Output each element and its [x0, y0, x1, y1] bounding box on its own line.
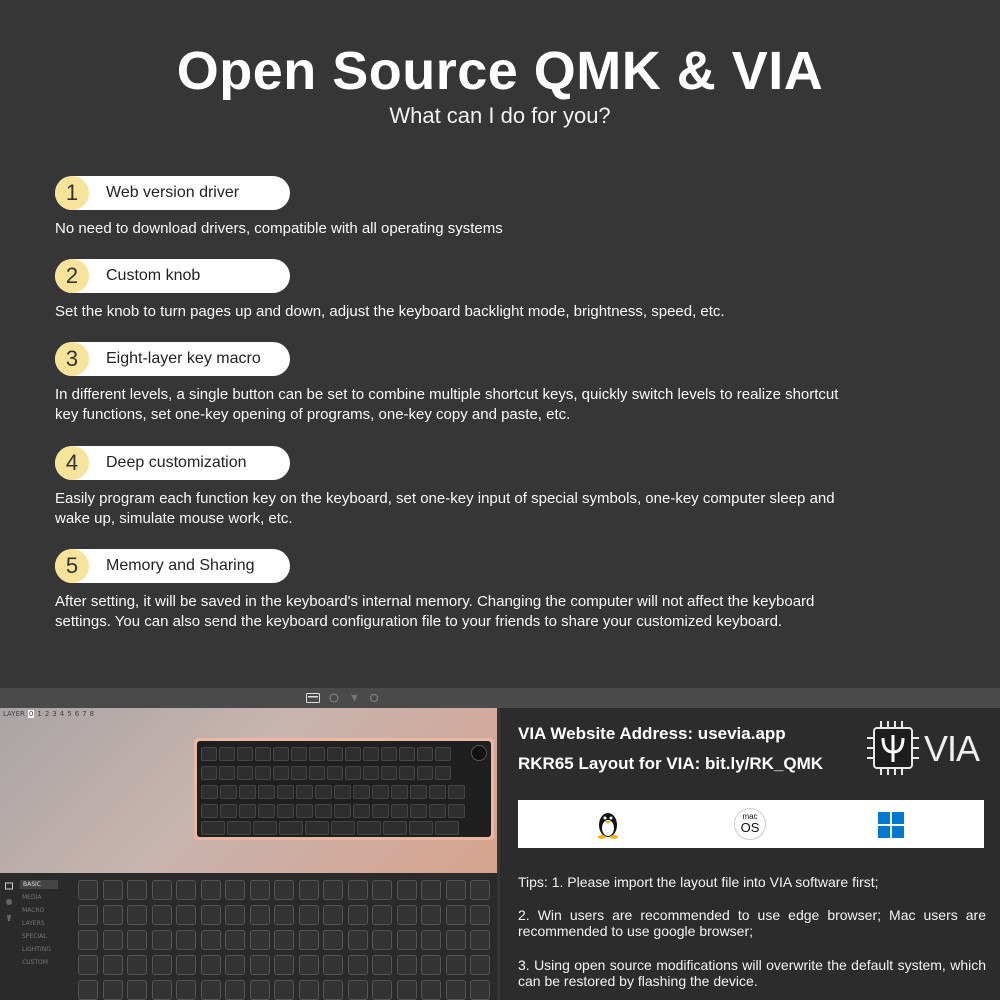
key-option[interactable] — [127, 880, 147, 900]
keyboard-key[interactable] — [429, 785, 446, 799]
keyboard-key[interactable] — [357, 821, 381, 835]
layer-tab[interactable]: 8 — [89, 710, 95, 718]
keyboard-key[interactable] — [239, 785, 256, 799]
keyboard-key[interactable] — [309, 747, 325, 761]
keyboard-key[interactable] — [255, 747, 271, 761]
category-layers[interactable]: LAYERS — [22, 920, 45, 927]
feature-number: 5 — [55, 549, 89, 583]
layer-label: LAYER — [3, 710, 25, 718]
key-option[interactable] — [372, 930, 392, 950]
key-option[interactable] — [421, 880, 441, 900]
key-option[interactable] — [446, 980, 466, 1000]
key-option[interactable] — [152, 905, 172, 925]
key-option[interactable] — [78, 905, 98, 925]
key-option[interactable] — [127, 905, 147, 925]
keyboard-key[interactable] — [258, 785, 275, 799]
key-option[interactable] — [372, 980, 392, 1000]
supported-os-bar — [518, 800, 984, 848]
feature-title: Web version driver — [106, 184, 240, 201]
key-option[interactable] — [470, 880, 490, 900]
keyboard-key[interactable] — [291, 766, 307, 780]
key-option[interactable] — [397, 955, 417, 975]
key-option[interactable] — [470, 930, 490, 950]
feature-title: Custom knob — [106, 267, 201, 284]
keyboard-key[interactable] — [291, 747, 307, 761]
layer-tab[interactable]: 4 — [59, 710, 65, 718]
via-logo — [866, 720, 986, 776]
key-option[interactable] — [127, 980, 147, 1000]
key-option[interactable] — [103, 955, 123, 975]
keyboard-key[interactable] — [410, 804, 427, 818]
via-info-panel — [500, 708, 1000, 1000]
key-option[interactable] — [201, 880, 221, 900]
key-option[interactable] — [299, 930, 319, 950]
keyboard-key[interactable] — [309, 766, 325, 780]
key-option[interactable] — [299, 980, 319, 1000]
key-option[interactable] — [176, 955, 196, 975]
keyboard-key[interactable] — [201, 785, 218, 799]
key-option[interactable] — [127, 955, 147, 975]
keyboard-key[interactable] — [220, 785, 237, 799]
keyboard-key[interactable] — [381, 766, 397, 780]
feature-5 — [55, 549, 855, 632]
key-option[interactable] — [397, 980, 417, 1000]
keyboard-key[interactable] — [417, 747, 433, 761]
keyboard-key[interactable] — [220, 804, 237, 818]
keyboard-key[interactable] — [315, 785, 332, 799]
key-option[interactable] — [323, 905, 343, 925]
refresh-icon[interactable] — [328, 692, 340, 704]
lighting-icon[interactable] — [5, 898, 13, 906]
key-option[interactable] — [421, 905, 441, 925]
key-option[interactable] — [348, 930, 368, 950]
keyboard-key[interactable] — [277, 804, 294, 818]
layer-tab[interactable]: 0 — [28, 710, 34, 718]
keyboard-key[interactable] — [363, 747, 379, 761]
key-option[interactable] — [274, 955, 294, 975]
keyboard-key[interactable] — [391, 804, 408, 818]
keyboard-key[interactable] — [353, 804, 370, 818]
feature-description: No need to download drivers, compatible with all operating systems — [55, 220, 503, 237]
category-special[interactable]: SPECIAL — [22, 933, 47, 940]
light-bulb-icon[interactable] — [5, 914, 13, 922]
key-category-sidebar — [0, 880, 58, 1000]
gear-icon[interactable] — [368, 692, 380, 704]
keyboard-key[interactable] — [296, 785, 313, 799]
keyboard-key[interactable] — [435, 766, 451, 780]
keyboard-key[interactable] — [253, 821, 277, 835]
layer-tab[interactable]: 6 — [74, 710, 80, 718]
key-option[interactable] — [176, 905, 196, 925]
bug-icon[interactable] — [348, 692, 360, 704]
key-option[interactable] — [446, 930, 466, 950]
layer-tab[interactable]: 2 — [44, 710, 50, 718]
keyboard-key[interactable] — [219, 747, 235, 761]
key-option[interactable] — [225, 930, 245, 950]
feature-title: Eight-layer key macro — [106, 350, 261, 367]
macos-icon-line2: OS — [740, 820, 760, 835]
page-title: Open Source QMK & VIA — [176, 41, 824, 101]
key-option[interactable] — [421, 980, 441, 1000]
keyboard-preview — [0, 708, 497, 873]
feature-number: 4 — [55, 446, 89, 480]
keyboard-key[interactable] — [409, 821, 433, 835]
feature-title: Deep customization — [106, 454, 247, 471]
keyboard-key[interactable] — [315, 804, 332, 818]
keyboard-key[interactable] — [381, 747, 397, 761]
keyboard-key[interactable] — [435, 747, 451, 761]
keyboard-key[interactable] — [391, 785, 408, 799]
via-layout-link: RKR65 Layout for VIA: bit.ly/RK_QMK — [518, 754, 824, 773]
feature-number: 2 — [55, 259, 89, 293]
feature-pill — [55, 342, 290, 376]
key-option[interactable] — [323, 955, 343, 975]
keyboard-key[interactable] — [255, 766, 271, 780]
keyboard-key[interactable] — [237, 747, 253, 761]
key-option[interactable] — [348, 880, 368, 900]
keyboard-key[interactable] — [296, 804, 313, 818]
key-option[interactable] — [225, 955, 245, 975]
category-basic[interactable]: BASIC — [20, 880, 58, 889]
category-macro[interactable]: MACRO — [22, 907, 45, 914]
key-option[interactable] — [446, 880, 466, 900]
keyboard-key[interactable] — [227, 821, 251, 835]
key-option[interactable] — [299, 955, 319, 975]
key-option[interactable] — [78, 955, 98, 975]
feature-pill — [55, 176, 290, 210]
keyboard-key[interactable] — [372, 785, 389, 799]
keyboard-key[interactable] — [237, 766, 253, 780]
feature-4 — [55, 446, 855, 529]
keyboard-key[interactable] — [331, 821, 355, 835]
keyboard-key[interactable] — [448, 804, 465, 818]
keyboard-key[interactable] — [277, 785, 294, 799]
keyboard-key[interactable] — [239, 804, 256, 818]
keyboard-key[interactable] — [417, 766, 433, 780]
layer-tab[interactable]: 5 — [67, 710, 72, 718]
keyboard-key[interactable] — [273, 747, 289, 761]
keyboard-key[interactable] — [201, 821, 225, 835]
feature-description: Set the knob to turn pages up and down, adjust the keyboard backlight mode, brightness, speed, etc. — [55, 303, 725, 320]
key-option[interactable] — [470, 955, 490, 975]
keyboard-key[interactable] — [372, 804, 389, 818]
keyboard-key[interactable] — [201, 804, 218, 818]
keyboard-key[interactable] — [279, 821, 303, 835]
key-option[interactable] — [348, 905, 368, 925]
keyboard-key[interactable] — [363, 766, 379, 780]
key-option[interactable] — [176, 980, 196, 1000]
keyboard-icon[interactable] — [5, 882, 13, 890]
keyboard-key[interactable] — [305, 821, 329, 835]
via-logo-text: VIA — [924, 728, 980, 769]
feature-title: Memory and Sharing — [106, 557, 255, 574]
keyboard-image — [194, 738, 494, 840]
key-option[interactable] — [250, 880, 270, 900]
key-option[interactable] — [323, 880, 343, 900]
keyboard-key[interactable] — [327, 766, 343, 780]
tip-3: 3. Using open source modifications will overwrite the default system, which can be restored by flashing the device. — [518, 957, 986, 989]
keyboard-key[interactable] — [334, 785, 351, 799]
layer-tab[interactable]: 1 — [37, 710, 42, 718]
key-option[interactable] — [78, 980, 98, 1000]
key-option[interactable] — [446, 905, 466, 925]
key-option[interactable] — [103, 930, 123, 950]
keyboard-key[interactable] — [258, 804, 275, 818]
layer-tab[interactable]: 3 — [52, 710, 57, 718]
key-option[interactable] — [299, 880, 319, 900]
keyboard-key[interactable] — [448, 785, 465, 799]
keyboard-key[interactable] — [345, 766, 361, 780]
keyboard-key[interactable] — [273, 766, 289, 780]
key-option[interactable] — [103, 980, 123, 1000]
keyboard-key[interactable] — [201, 747, 217, 761]
key-option[interactable] — [372, 905, 392, 925]
key-option[interactable] — [127, 930, 147, 950]
key-option[interactable] — [250, 930, 270, 950]
chip-icon — [866, 720, 920, 776]
category-media[interactable]: MEDIA — [22, 894, 42, 901]
feature-number: 3 — [55, 342, 89, 376]
key-option[interactable] — [421, 955, 441, 975]
feature-description: Easily program each function key on the keyboard, set one-key input of special symbols, one-key computer sleep and wake up, simulate mouse work, etc. — [55, 490, 835, 527]
key-option[interactable] — [470, 980, 490, 1000]
key-option[interactable] — [274, 930, 294, 950]
key-option[interactable] — [201, 955, 221, 975]
windows-icon — [878, 812, 904, 838]
key-option[interactable] — [250, 905, 270, 925]
keyboard-key[interactable] — [327, 747, 343, 761]
feature-description: In different levels, a single button can be set to combine multiple shortcut keys, quickly switch levels to realize shortcut key functions, set one-key opening of programs, one-key copy and paste, etc. — [55, 386, 839, 423]
feature-pill — [55, 259, 290, 293]
keyboard-key[interactable] — [383, 821, 407, 835]
keyboard-key[interactable] — [399, 747, 415, 761]
key-option[interactable] — [152, 955, 172, 975]
via-app-screenshot — [0, 708, 497, 1000]
key-option[interactable] — [250, 955, 270, 975]
key-option[interactable] — [323, 980, 343, 1000]
key-option[interactable] — [446, 955, 466, 975]
keyboard-plate — [197, 741, 491, 837]
key-option[interactable] — [201, 930, 221, 950]
key-option[interactable] — [250, 980, 270, 1000]
key-option[interactable] — [372, 880, 392, 900]
key-option[interactable] — [274, 905, 294, 925]
keyboard-key[interactable] — [345, 747, 361, 761]
key-option[interactable] — [225, 905, 245, 925]
category-custom[interactable]: CUSTOM — [22, 959, 48, 966]
tip-1: Tips: 1. Please import the layout file into VIA software first; — [518, 874, 879, 890]
feature-3 — [55, 342, 855, 425]
key-option[interactable] — [348, 980, 368, 1000]
keyboard-key[interactable] — [410, 785, 427, 799]
key-option[interactable] — [176, 880, 196, 900]
feature-2 — [55, 259, 855, 322]
key-option[interactable] — [225, 880, 245, 900]
key-option[interactable] — [201, 980, 221, 1000]
knob[interactable] — [471, 745, 487, 761]
keyboard-key[interactable] — [353, 785, 370, 799]
keyboard-key[interactable] — [399, 766, 415, 780]
keyboard-key[interactable] — [334, 804, 351, 818]
tip-2: 2. Win users are recommended to use edge browser; Mac users are recommended to use google browser; — [518, 907, 986, 939]
macos-icon-line1: mac — [742, 812, 758, 821]
key-option[interactable] — [421, 930, 441, 950]
key-option[interactable] — [397, 930, 417, 950]
linux-tux-icon — [592, 808, 624, 840]
key-option[interactable] — [397, 880, 417, 900]
keyboard-key[interactable] — [201, 766, 217, 780]
key-option[interactable] — [372, 955, 392, 975]
feature-pill — [55, 446, 290, 480]
feature-1 — [55, 176, 855, 239]
keyboard-icon[interactable] — [306, 692, 320, 704]
keyboard-key[interactable] — [219, 766, 235, 780]
key-option[interactable] — [323, 930, 343, 950]
key-option[interactable] — [78, 880, 98, 900]
feature-pill — [55, 549, 290, 583]
key-option[interactable] — [274, 980, 294, 1000]
key-option[interactable] — [348, 955, 368, 975]
key-option[interactable] — [103, 880, 123, 900]
key-option[interactable] — [201, 905, 221, 925]
key-option[interactable] — [152, 980, 172, 1000]
key-option[interactable] — [397, 905, 417, 925]
via-website: VIA Website Address: usevia.app — [518, 724, 786, 743]
key-option[interactable] — [274, 880, 294, 900]
key-option[interactable] — [152, 930, 172, 950]
macos-icon — [734, 808, 766, 840]
key-option[interactable] — [225, 980, 245, 1000]
keyboard-key[interactable] — [429, 804, 446, 818]
app-top-bar — [0, 688, 1000, 708]
key-option[interactable] — [299, 905, 319, 925]
category-lighting[interactable]: LIGHTING — [22, 946, 51, 953]
feature-number: 1 — [55, 176, 89, 210]
page-subtitle: What can I do for you? — [389, 103, 611, 128]
layer-tab[interactable]: 7 — [82, 710, 87, 718]
layer-selector — [3, 710, 97, 718]
keyboard-key[interactable] — [435, 821, 459, 835]
key-option[interactable] — [152, 880, 172, 900]
key-option[interactable] — [78, 930, 98, 950]
key-option[interactable] — [470, 905, 490, 925]
key-option[interactable] — [103, 905, 123, 925]
key-option[interactable] — [176, 930, 196, 950]
feature-description: After setting, it will be saved in the keyboard's internal memory. Changing the computer will not affect the keyboard settings. You can also send the keyboard configuration file to your friends to share your customized keyboard. — [55, 593, 815, 630]
